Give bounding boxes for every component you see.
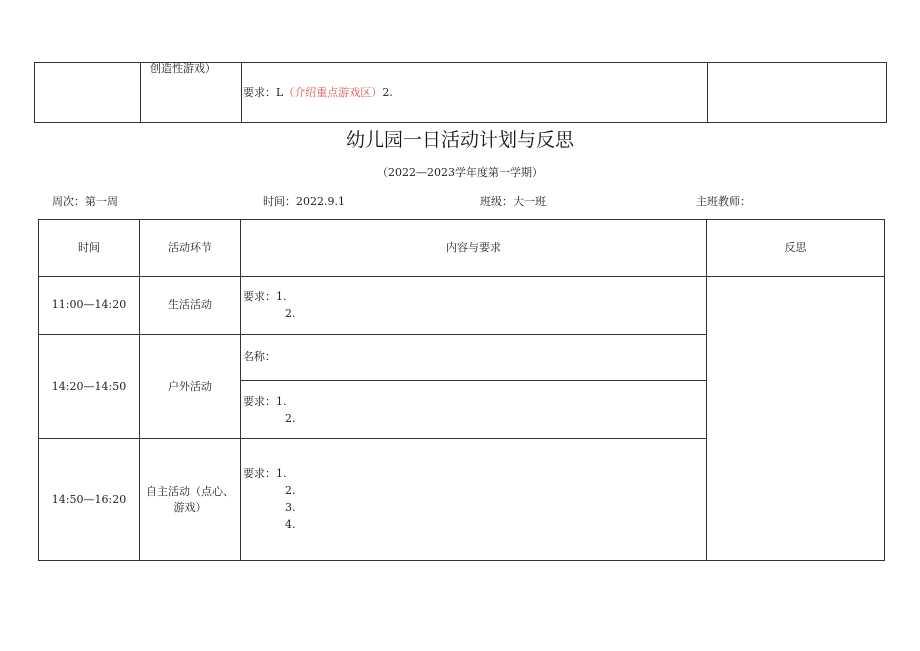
row3-requirement-label: 要求：1. bbox=[243, 467, 287, 480]
class-label: 班级：大一班 bbox=[480, 195, 546, 208]
row2-item-2: 2. bbox=[285, 412, 296, 425]
row1-item-2: 2. bbox=[285, 307, 296, 320]
header-time: 时间 bbox=[78, 241, 100, 254]
header-reflection: 反思 bbox=[784, 241, 807, 254]
previous-requirement-highlight: （介绍重点游戏区） bbox=[283, 86, 383, 99]
row3-item-4: 4. bbox=[285, 518, 296, 531]
row1-time: 11:00—14:20 bbox=[51, 298, 127, 311]
header-content: 内容与要求 bbox=[446, 241, 501, 254]
page-subtitle: （2022—2023学年度第一学期） bbox=[377, 166, 543, 179]
previous-requirement-prefix: 要求：L bbox=[243, 86, 284, 99]
previous-segment-text: 创造性游戏） bbox=[150, 62, 216, 75]
row2-requirement-label: 要求：1. bbox=[243, 395, 287, 408]
row1-segment: 生活活动 bbox=[168, 298, 212, 311]
date-label: 时间：2022.9.1 bbox=[263, 195, 345, 208]
row2-segment: 户外活动 bbox=[168, 380, 212, 393]
header-segment: 活动环节 bbox=[168, 241, 212, 254]
previous-requirement-suffix: 2. bbox=[382, 86, 393, 99]
row3-time: 14:50—16:20 bbox=[51, 493, 127, 506]
row2-name-label: 名称： bbox=[243, 350, 276, 363]
page-title: 幼儿园一日活动计划与反思 bbox=[345, 129, 574, 151]
previous-requirement-line bbox=[243, 86, 393, 100]
row1-requirement-label: 要求：1. bbox=[243, 290, 287, 303]
week-label: 周次：第一周 bbox=[52, 195, 118, 208]
row3-segment-line1: 自主活动（点心、 bbox=[146, 485, 234, 498]
row3-item-2: 2. bbox=[285, 484, 296, 497]
row3-segment-line2: 游戏） bbox=[173, 501, 207, 514]
teacher-label: 主班教师： bbox=[696, 195, 751, 208]
row3-item-3: 3. bbox=[285, 501, 296, 514]
row2-time: 14:20—14:50 bbox=[51, 380, 127, 393]
